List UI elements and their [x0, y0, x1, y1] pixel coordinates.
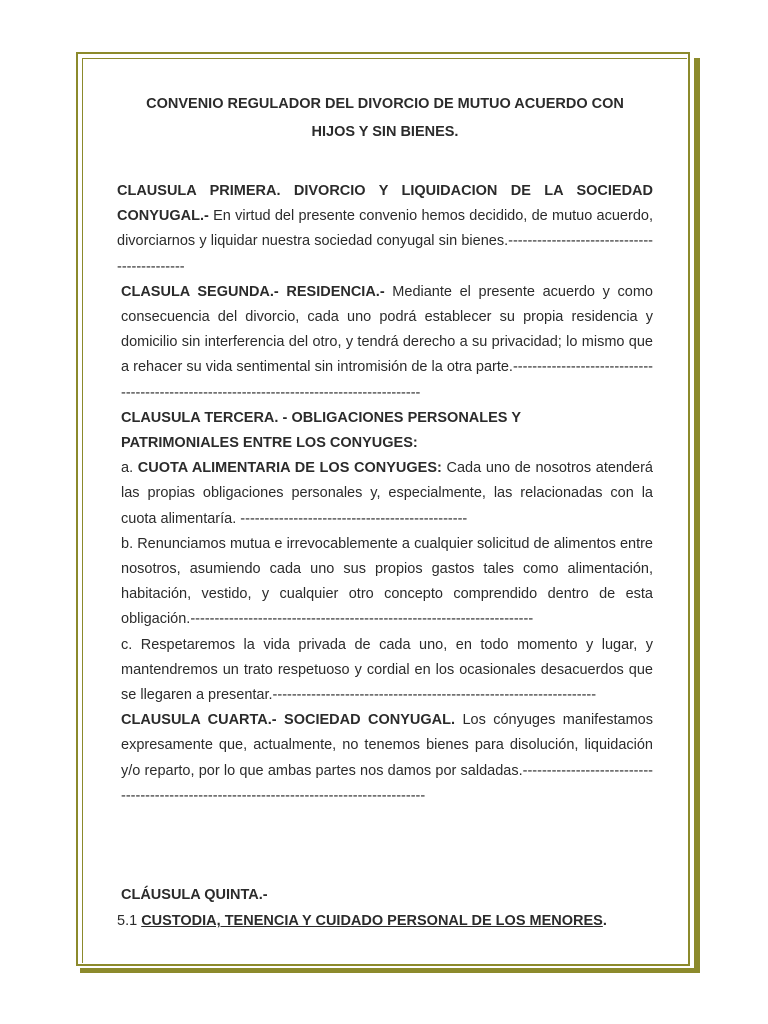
- clause-third-a-prefix: a.: [121, 460, 138, 477]
- document-body: [117, 90, 653, 934]
- clause-fifth-heading-text: CLÁUSULA QUINTA.-: [121, 887, 268, 904]
- border-shadow-right: [694, 58, 700, 973]
- clause-third-heading-text: CLAUSULA TERCERA. - OBLIGACIONES PERSONALES Y PATRIMONIALES ENTRE LOS CONYUGES:: [121, 409, 521, 452]
- title-line-2: HIJOS Y SIN BIENES.: [311, 124, 459, 140]
- clause-third-b: [117, 532, 653, 633]
- clause-first: [117, 179, 653, 280]
- clause-fifth-1: [117, 909, 653, 934]
- clause-fourth: [117, 708, 653, 809]
- clause-third-b-text: b. Renunciamos mutua e irrevocablemente a cualquier solicitud de alimentos entre nosotros, asumiendo cada uno sus propios gastos tales como alimentación, habitación, vestido, y cualquier otro concepto comprendido dentro de esta obligación.-----------------------------------------------------------------------: [121, 535, 653, 628]
- clause-third-c: [117, 633, 653, 709]
- border-shadow-bottom: [80, 968, 700, 973]
- clause-first-heading: CLAUSULA PRIMERA. DIVORCIO Y LIQUIDACION DE LA SOCIEDAD CONYUGAL.-: [117, 183, 653, 225]
- clause-first-text: En virtud del presente convenio hemos decidido, de mutuo acuerdo, divorciarnos y liquidar nuestra sociedad conyugal sin bienes.--------------------------------------------: [117, 208, 653, 275]
- clause-third-a-heading: CUOTA ALIMENTARIA DE LOS CONYUGES:: [137, 460, 442, 477]
- clause-fourth-heading: CLAUSULA CUARTA.- SOCIEDAD CONYUGAL.: [121, 712, 456, 729]
- clause-fifth-1-suffix: .: [602, 913, 607, 930]
- clause-second-heading: CLASULA SEGUNDA.- RESIDENCIA.-: [121, 283, 385, 300]
- clause-second-text: Mediante el presente acuerdo y como consecuencia del divorcio, cada uno podrá establecer su propia residencia y domicilio sin interferencia del otro, y tendrá derecho a su privacidad; lo mismo que a rehacer su vida sentimental sin intromisión de la otra parte.-------------------------------------------------------------------------------------------: [121, 283, 653, 401]
- clause-third-heading: [117, 406, 521, 456]
- document-title: [117, 90, 653, 146]
- clause-fifth-1-heading: CUSTODIA, TENENCIA Y CUIDADO PERSONAL DE LOS MENORES: [141, 913, 603, 930]
- clause-third-c-text: c. Respetaremos la vida privada de cada uno, en todo momento y lugar, y mantendremos un trato respetuoso y cordial en los ocasionales desacuerdos que se llegaren a presentar.-------------------------------------------------------------------: [121, 636, 653, 704]
- spacer: [117, 809, 653, 883]
- clause-second: [117, 280, 653, 406]
- title-line-1: CONVENIO REGULADOR DEL DIVORCIO DE MUTUO ACUERDO CON: [146, 96, 624, 112]
- clause-fourth-text: Los cónyuges manifestamos expresamente que, actualmente, no tenemos bienes para disolución, liquidación y/o reparto, por lo que ambas partes nos damos por saldadas.------------------------------------------------------------------------------------------: [121, 712, 653, 804]
- clause-third-a: [117, 456, 653, 532]
- clause-third-a-text: Cada uno de nosotros atenderá las propias obligaciones personales y, especialmente, las relacionadas con la cuota alimentaría. -----------------------------------------------: [121, 460, 654, 527]
- clause-fifth-heading: [117, 883, 653, 908]
- clause-fifth-1-prefix: 5.1: [117, 913, 142, 930]
